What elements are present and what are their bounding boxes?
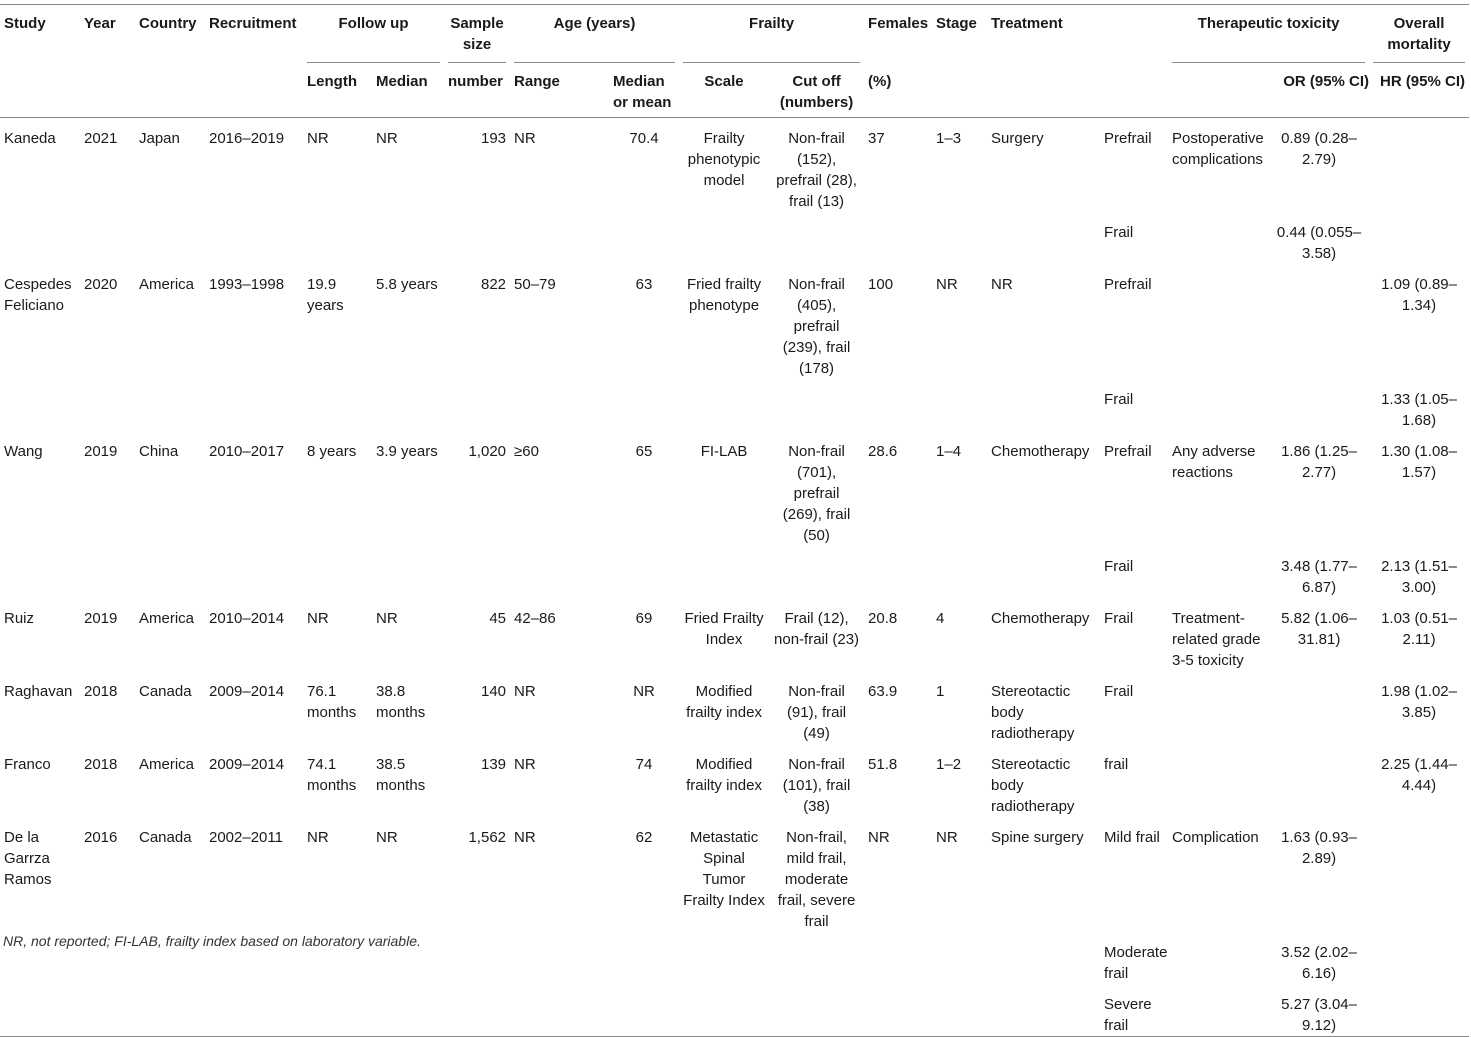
table-row [0,379,1469,431]
cell-odds-ratio: 0.89 (0.28–2.79) [1281,130,1357,168]
cell-study: Ruiz [4,610,35,627]
cell-females: 63.9 [868,683,898,700]
cell-treatment [987,212,1100,264]
cell-frailty-group: Frail [1104,391,1134,408]
col-stage: Stage [936,15,977,32]
cell-stage: 1–3 [936,130,962,147]
cell-odds-ratio [1269,264,1369,379]
cell-study: Cespedes Feliciano [4,276,72,314]
cell-frailty-scale [679,932,769,984]
table-row [0,744,1469,817]
cell-frailty-cutoff: Frail (12), non-frail (23) [774,610,860,648]
cell-recruitment [205,212,303,264]
cell-treatment: Chemotherapy [991,610,1090,627]
col-recruitment: Recruitment [209,15,297,32]
cell-recruitment: 2009–2014 [209,683,285,700]
cell-recruitment [205,379,303,431]
col-females: Females [868,15,929,32]
cell-recruitment: 2002–2011 [209,829,283,846]
cell-frailty-cutoff: Non-frail (91), frail (49) [786,683,847,742]
cell-stage: NR [936,829,958,846]
cell-frailty-cutoff: Non-frail (152), prefrail (28), frail (13) [776,130,857,210]
cell-treatment: Spine surgery [991,829,1084,846]
cell-toxicity: Any adverse reactions [1172,443,1256,481]
table-row [0,431,1469,546]
col-hr: HR (95% CI) [1379,73,1465,90]
cell-age-range: NR [514,130,536,147]
cell-age-range [510,546,609,598]
cell-frailty-scale [679,379,769,431]
cell-length [303,379,372,431]
footnote: NR, not reported; FI-LAB, frailty index based on laboratory variable. [3,933,421,949]
cell-sample-size [444,212,510,264]
cell-hazard-ratio [1369,932,1469,984]
cell-country: America [139,756,195,773]
cell-sample-size: 822 [480,276,507,293]
cell-age-range [510,932,609,984]
cell-odds-ratio: 1.86 (1.25–2.77) [1281,443,1357,481]
cell-treatment: NR [991,276,1013,293]
cell-females [864,984,932,1037]
cell-country [135,546,205,598]
cell-age-range: 42–86 [514,610,556,627]
cell-stage [932,379,987,431]
table-row [0,546,1469,598]
cell-median: 38.8 months [376,683,426,721]
cell-study: Franco [4,756,51,773]
cell-recruitment: 2009–2014 [209,756,285,773]
cell-females: 37 [868,130,885,147]
cell-frailty-cutoff [769,212,864,264]
cell-frailty-scale [679,984,769,1037]
cell-frailty-group: Frail [1104,224,1134,241]
col-females-pct: (%) [868,73,892,90]
cell-median: NR [376,610,398,627]
cell-frailty-cutoff: Non-frail (101), frail (38) [782,756,851,815]
table-row [0,598,1469,671]
cell-frailty-group: Prefrail [1104,276,1152,293]
cell-median: NR [376,130,398,147]
cell-hazard-ratio: 1.30 (1.08–1.57) [1381,443,1457,481]
study-characteristics-table [0,4,1469,1037]
cell-hazard-ratio [1369,212,1469,264]
table-row [0,817,1469,932]
cell-females [864,379,932,431]
cell-sample-size: 139 [480,756,507,773]
table-row [0,671,1469,744]
cell-treatment: Chemotherapy [991,443,1090,460]
cell-age-median: NR [633,683,655,700]
cell-hazard-ratio: 1.09 (0.89–1.34) [1381,276,1457,314]
cell-odds-ratio [1269,744,1369,817]
col-median-mean: Median or mean [613,73,672,111]
col-median: Median [376,73,428,90]
cell-toxicity [1168,744,1269,817]
table-row [0,212,1469,264]
cell-frailty-scale: Modified frailty index [686,756,762,794]
cell-stage [932,984,987,1037]
cell-recruitment: 2010–2017 [209,443,285,460]
cell-length [303,984,372,1037]
cell-age-range [510,379,609,431]
col-length: Length [307,73,357,90]
cell-year: 2019 [84,443,118,460]
col-or: OR (95% CI) [1283,73,1370,90]
cell-odds-ratio [1269,671,1369,744]
cell-median [372,546,444,598]
cell-frailty-group: Frail [1104,683,1134,700]
cell-year [80,379,135,431]
cell-country [135,212,205,264]
cell-females: 20.8 [868,610,898,627]
cell-stage [932,212,987,264]
cell-recruitment [205,546,303,598]
cell-age-range: NR [514,683,536,700]
cell-length [303,212,372,264]
cell-age-median [609,546,679,598]
table-row [0,264,1469,379]
cell-toxicity [1168,984,1269,1037]
cell-age-median: 63 [635,276,653,293]
cell-frailty-scale: Metastatic Spinal Tumor Frailty Index [683,829,765,909]
cell-median: NR [376,829,398,846]
cell-hazard-ratio [1369,118,1469,213]
cell-age-median: 70.4 [629,130,659,147]
table-row [0,118,1469,213]
col-year: Year [84,15,116,32]
cell-odds-ratio: 3.52 (2.02–6.16) [1281,944,1357,982]
cell-toxicity: Postoperative complications [1172,130,1264,168]
cell-treatment: Surgery [991,130,1044,147]
col-mortality: Overall mortality [1369,5,1469,66]
cell-frailty-scale: FI-LAB [700,443,748,460]
cell-frailty-group: Frail [1104,558,1134,575]
cell-age-median [609,212,679,264]
cell-age-median: 69 [635,610,653,627]
cell-frailty-scale: Modified frailty index [686,683,762,721]
cell-study: De la Garrza Ramos [4,829,52,888]
col-toxicity: Therapeutic toxicity [1168,5,1369,66]
cell-study [0,212,80,264]
cell-country: China [139,443,179,460]
cell-hazard-ratio: 2.13 (1.51–3.00) [1381,558,1457,596]
cell-treatment [987,546,1100,598]
cell-recruitment [205,984,303,1037]
cell-study: Wang [4,443,43,460]
cell-odds-ratio: 5.27 (3.04–9.12) [1281,996,1357,1034]
cell-sample-size: 193 [480,130,507,147]
cell-stage: 1–2 [936,756,962,773]
cell-toxicity [1168,546,1269,598]
cell-frailty-group: Frail [1104,610,1134,627]
cell-odds-ratio: 1.63 (0.93–2.89) [1281,829,1357,867]
cell-country [135,379,205,431]
cell-hazard-ratio: 2.25 (1.44–4.44) [1381,756,1457,794]
cell-hazard-ratio [1369,984,1469,1037]
cell-median [372,984,444,1037]
cell-sample-size [444,932,510,984]
cell-stage [932,546,987,598]
cell-sample-size: 1,562 [468,829,507,846]
col-scale: Scale [704,73,744,90]
cell-frailty-group: Moderate frail [1104,944,1168,982]
cell-hazard-ratio: 1.03 (0.51–2.11) [1381,610,1457,648]
cell-stage: 1–4 [936,443,962,460]
cell-year [80,984,135,1037]
col-treatment: Treatment [991,15,1063,32]
cell-stage: 1 [936,683,945,700]
cell-age-range [510,212,609,264]
cell-frailty-group: Severe frail [1104,996,1152,1034]
cell-frailty-scale: Fried Frailty Index [684,610,764,648]
cell-length: 8 years [307,443,357,460]
cell-frailty-scale [679,212,769,264]
col-sample-size: Sample size [444,5,510,66]
cell-frailty-cutoff [769,546,864,598]
col-study: Study [4,15,46,32]
cell-age-range: 50–79 [514,276,556,293]
cell-treatment [987,984,1100,1037]
header-row-2 [0,65,1469,118]
col-number: number [448,73,504,90]
cell-toxicity [1168,379,1269,431]
col-frailty: Frailty [679,5,864,66]
cell-country: America [139,276,195,293]
cell-frailty-scale: Frailty phenotypic model [687,130,761,189]
cell-year [80,212,135,264]
table-row [0,984,1469,1037]
cell-study [0,379,80,431]
cell-age-median [609,984,679,1037]
cell-country: Canada [139,683,192,700]
cell-toxicity: Complication [1172,829,1259,846]
cell-odds-ratio: 0.44 (0.055–3.58) [1276,224,1362,262]
cell-age-median [609,379,679,431]
col-range: Range [514,73,560,90]
cell-year: 2018 [84,756,118,773]
cell-study [0,984,80,1037]
cell-median [372,212,444,264]
cell-females: NR [868,829,890,846]
cell-length: NR [307,829,329,846]
cell-frailty-group: Prefrail [1104,443,1152,460]
cell-treatment: Stereotactic body radiotherapy [991,756,1075,815]
cell-age-median: 74 [635,756,653,773]
cell-frailty-cutoff: Non-frail (701), prefrail (269), frail (50) [782,443,851,544]
cell-females [864,932,932,984]
cell-recruitment: 2016–2019 [209,130,285,147]
cell-age-median [609,932,679,984]
cell-hazard-ratio: 1.33 (1.05–1.68) [1381,391,1457,429]
cell-sample-size: 45 [489,610,507,627]
cell-length: NR [307,130,329,147]
cell-length: 19.9 years [307,276,344,314]
cell-country: America [139,610,195,627]
cell-frailty-cutoff [769,984,864,1037]
cell-study: Raghavan [4,683,73,700]
cell-sample-size: 1,020 [468,443,507,460]
cell-hazard-ratio [1369,817,1469,932]
cell-country: Canada [139,829,192,846]
cell-females [864,212,932,264]
cell-toxicity [1168,671,1269,744]
cell-year: 2019 [84,610,118,627]
cell-sample-size [444,546,510,598]
cell-frailty-group: Mild frail [1104,829,1160,846]
cell-median: 3.9 years [376,443,438,460]
cell-study: Kaneda [4,130,56,147]
cell-frailty-scale: Fried frailty phenotype [686,276,762,314]
col-age: Age (years) [510,5,679,66]
cell-recruitment: 1993–1998 [209,276,285,293]
cell-age-range [510,984,609,1037]
cell-frailty-cutoff: Non-frail, mild frail, moderate frail, severe frail [777,829,856,930]
cell-females [864,546,932,598]
cell-toxicity [1168,932,1269,984]
cell-median [372,379,444,431]
header-row-1 [0,5,1469,66]
cell-frailty-group: frail [1104,756,1129,773]
cell-year [80,546,135,598]
cell-length: 76.1 months [307,683,357,721]
cell-toxicity [1168,212,1269,264]
cell-females: 51.8 [868,756,898,773]
cell-age-range: NR [514,756,536,773]
cell-frailty-scale [679,546,769,598]
cell-recruitment: 2010–2014 [209,610,285,627]
cell-length [303,546,372,598]
cell-age-median: 65 [635,443,653,460]
cell-age-median: 62 [635,829,653,846]
cell-treatment [987,379,1100,431]
cell-females: 28.6 [868,443,898,460]
cell-stage: 4 [936,610,945,627]
cell-odds-ratio: 5.82 (1.06–31.81) [1281,610,1357,648]
cell-sample-size [444,379,510,431]
cell-toxicity: Treatment-related grade 3-5 toxicity [1172,610,1261,669]
cell-length: NR [307,610,329,627]
cell-hazard-ratio: 1.98 (1.02–3.85) [1381,683,1457,721]
col-follow-up: Follow up [303,5,444,66]
cell-treatment: Stereotactic body radiotherapy [991,683,1075,742]
cell-age-range: ≥60 [514,443,539,460]
cell-stage [932,932,987,984]
cell-length: 74.1 months [307,756,357,794]
col-country: Country [139,15,197,32]
cell-study [0,546,80,598]
cell-age-range: NR [514,829,536,846]
cell-frailty-group: Prefrail [1104,130,1152,147]
cell-country [135,984,205,1037]
cell-sample-size [444,984,510,1037]
cell-frailty-cutoff [769,932,864,984]
cell-odds-ratio [1269,379,1369,431]
cell-country: Japan [139,130,180,147]
cell-year: 2018 [84,683,118,700]
col-cutoff: Cut off (numbers) [779,73,854,111]
cell-year: 2016 [84,829,118,846]
cell-frailty-cutoff [769,379,864,431]
cell-sample-size: 140 [480,683,507,700]
cell-odds-ratio: 3.48 (1.77–6.87) [1281,558,1357,596]
cell-median: 5.8 years [376,276,438,293]
cell-stage: NR [936,276,958,293]
cell-median: 38.5 months [376,756,426,794]
cell-year: 2020 [84,276,118,293]
cell-treatment [987,932,1100,984]
cell-year: 2021 [84,130,118,147]
cell-toxicity [1168,264,1269,379]
cell-frailty-cutoff: Non-frail (405), prefrail (239), frail (178) [782,276,851,377]
cell-females: 100 [868,276,894,293]
